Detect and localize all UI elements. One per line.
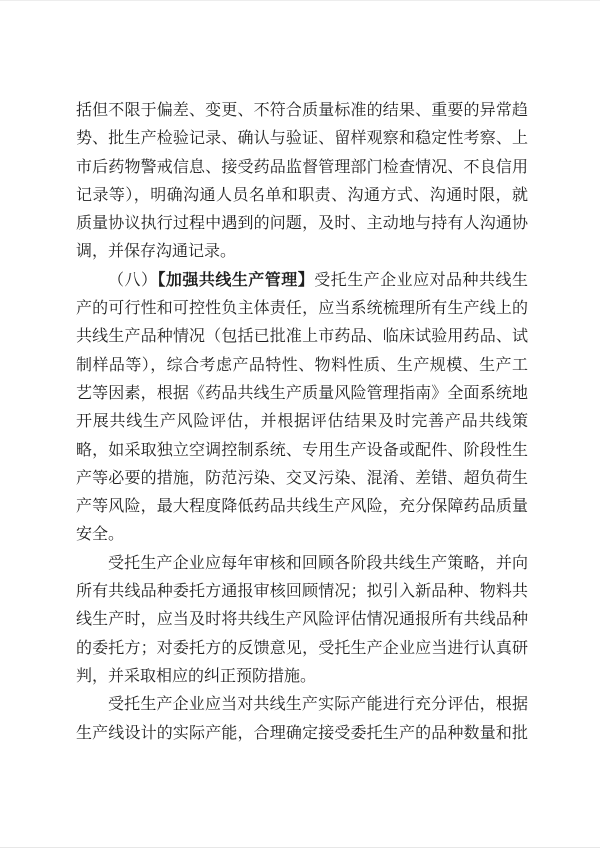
body-text: 生产线设计的实际产能，合理确定接受委托生产的品种数量和批 [76, 724, 528, 742]
text-line [76, 550, 528, 578]
document-body [76, 97, 528, 748]
body-text: 质量协议执行过程中遇到的问题，及时、主动地与持有人沟通协 [76, 215, 528, 233]
text-line [76, 663, 528, 691]
text-line [76, 295, 528, 323]
body-text: 调，并保存沟通记录。 [76, 243, 237, 261]
body-text: 括但不限于偏差、变更、不符合质量标准的结果、重要的异常趋 [76, 102, 528, 119]
text-line [76, 437, 528, 465]
text-line [76, 380, 528, 408]
body-text: 制样品等），综合考虑产品特性、物料性质、生产规模、生产工 [76, 356, 528, 374]
body-text: 受托生产企业应对品种共线生 [314, 271, 528, 289]
body-text: 开展共线生产风险评估，并根据评估结果及时完善产品共线策 [76, 413, 528, 431]
body-text: 受托生产企业应当对共线生产实际产能进行充分评估，根据 [108, 696, 528, 714]
body-text: 产的可行性和可控性负主体责任，应当系统梳理所有生产线上的 [76, 300, 528, 318]
body-text: 受托生产企业应每年审核和回顾各阶段共线生产策略，并向 [108, 554, 528, 572]
body-text: 产等必要的措施，防范污染、交叉污染、混淆、差错、超负荷生 [76, 469, 528, 487]
body-text: 市后药物警戒信息、接受药品监督管理部门检查情况、不良信用 [76, 158, 528, 176]
body-text: 势、批生产检验记录、确认与验证、留样观察和稳定性考察、上 [76, 130, 528, 148]
text-line [76, 606, 528, 634]
text-line [76, 125, 528, 153]
text-line [76, 323, 528, 351]
body-text: 的委托方；对委托方的反馈意见，受托生产企业应当进行认真研 [76, 639, 528, 657]
text-line [76, 238, 528, 266]
body-text: 所有共线品种委托方通报审核回顾情况；拟引入新品种、物料共 [76, 583, 528, 601]
bold-clause-title-text: 【加强共线生产管理】 [157, 271, 315, 289]
text-line [76, 720, 528, 748]
text-line [76, 182, 528, 210]
body-text: 线生产时，应当及时将共线生产风险评估情况通报所有共线品种 [76, 611, 528, 629]
text-line [76, 493, 528, 521]
body-text: 艺等因素，根据《药品共线生产质量风险管理指南》全面系统地 [76, 384, 528, 402]
body-text: （八） [108, 271, 158, 289]
body-text: 判，并采取相应的纠正预防措施。 [76, 667, 317, 685]
text-line [76, 267, 528, 295]
text-line [76, 578, 528, 606]
text-line [76, 97, 528, 125]
text-line [76, 210, 528, 238]
text-line [76, 408, 528, 436]
text-line [76, 352, 528, 380]
text-line [76, 465, 528, 493]
text-line [76, 691, 528, 719]
body-text: 略，如采取独立空调控制系统、专用生产设备或配件、阶段性生 [76, 441, 528, 459]
text-line [76, 635, 528, 663]
body-text: 共线生产品种情况（包括已批准上市药品、临床试验用药品、试 [76, 328, 528, 346]
text-line [76, 154, 528, 182]
body-text: 记录等），明确沟通人员名单和职责、沟通方式、沟通时限，就 [76, 186, 528, 204]
body-text: 安全。 [76, 526, 125, 544]
body-text: 产等风险，最大程度降低药品共线生产风险，充分保障药品质量 [76, 498, 528, 516]
text-line [76, 521, 528, 549]
